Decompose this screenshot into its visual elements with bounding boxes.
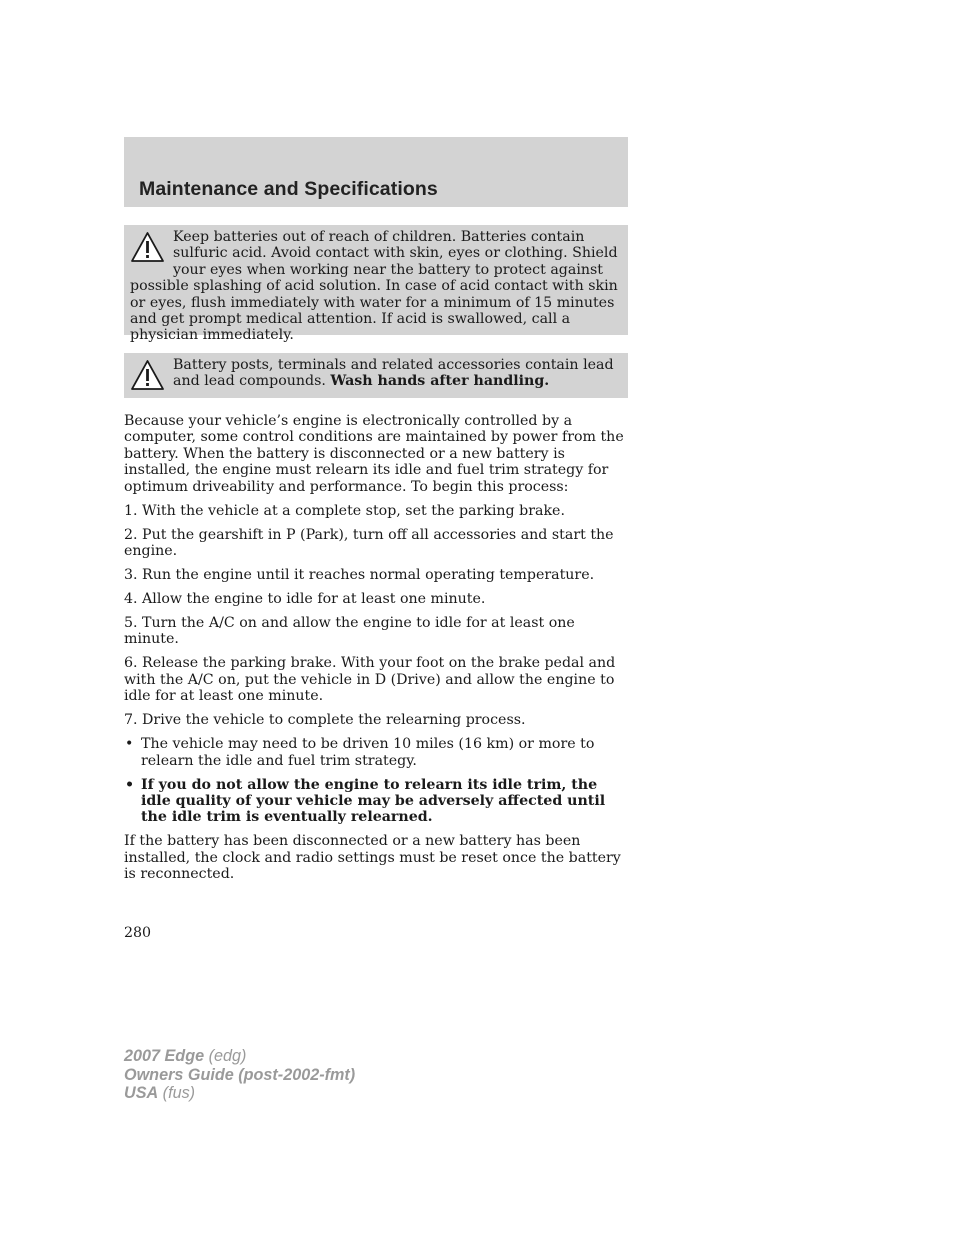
document-footer	[124, 1047, 355, 1103]
step-item: 2. Put the gearshift in P (Park), turn off all accessories and start the engine.	[124, 526, 614, 560]
body-content	[124, 413, 630, 890]
bullet-text: The vehicle may need to be driven 10 miles (16 km) or more to relearn the idle and fuel trim strategy.	[141, 736, 595, 769]
step-item: 5. Turn the A/C on and allow the engine to idle for at least one minute.	[124, 615, 575, 648]
bullet-item	[124, 736, 630, 769]
warning-text: Battery posts, terminals and related accessories contain lead and lead compounds. Wash hands after handling.	[173, 357, 614, 390]
step-item: 7. Drive the vehicle to complete the relearning process.	[124, 712, 526, 729]
bullet-item-bold	[124, 777, 630, 826]
warning-bold-text: Wash hands after handling.	[330, 373, 550, 390]
intro-paragraph: Because your vehicle’s engine is electronically controlled by a computer, some control conditions are maintained by power from the battery. When the battery is disconnected or a new battery is installed, the engine must relearn its idle and fuel trim strategy for optimum driveability and performance. To begin this process:	[124, 413, 624, 495]
section-header-band	[124, 137, 628, 207]
section-title: Maintenance and Specifications	[139, 178, 438, 200]
bullet-dot: •	[125, 776, 135, 793]
closing-paragraph: If the battery has been disconnected or a new battery has been installed, the clock and radio settings must be reset once the battery is reconnected.	[124, 833, 621, 883]
warning-box-battery-acid	[124, 225, 628, 344]
warning-text: Keep batteries out of reach of children. Batteries contain sulfuric acid. Avoid contact with skin, eyes or clothing. Shield your eyes when working near the battery to protect against possible splashing of acid solution. In case of acid contact with skin or eyes, flush immediately with water for a minimum of 15 minutes and get prompt medical attention. If acid is swallowed, call a physician immediately.	[130, 229, 618, 344]
footer-line: 2007 Edge (edg)	[124, 1047, 247, 1065]
page-number: 280	[124, 925, 152, 941]
step-item: 1. With the vehicle at a complete stop, set the parking brake.	[124, 502, 565, 519]
step-item: 6. Release the parking brake. With your foot on the brake pedal and with the A/C on, put the vehicle in D (Drive) and allow the engine to idle for at least one minute.	[124, 655, 616, 705]
footer-line: USA (fus)	[124, 1084, 196, 1102]
footer-line: Owners Guide (post-2002-fmt)	[124, 1065, 356, 1084]
step-item: 4. Allow the engine to idle for at least one minute.	[124, 591, 486, 608]
step-item: 3. Run the engine until it reaches normal operating temperature.	[124, 567, 595, 584]
bullet-text: If you do not allow the engine to relearn its idle trim, the idle quality of your vehicle may be adversely affected until the idle trim is eventually relearned.	[141, 776, 606, 826]
warning-box-lead	[124, 353, 628, 398]
warning-triangle-icon	[130, 231, 165, 263]
bullet-dot: •	[125, 736, 134, 753]
warning-triangle-icon	[130, 359, 165, 391]
